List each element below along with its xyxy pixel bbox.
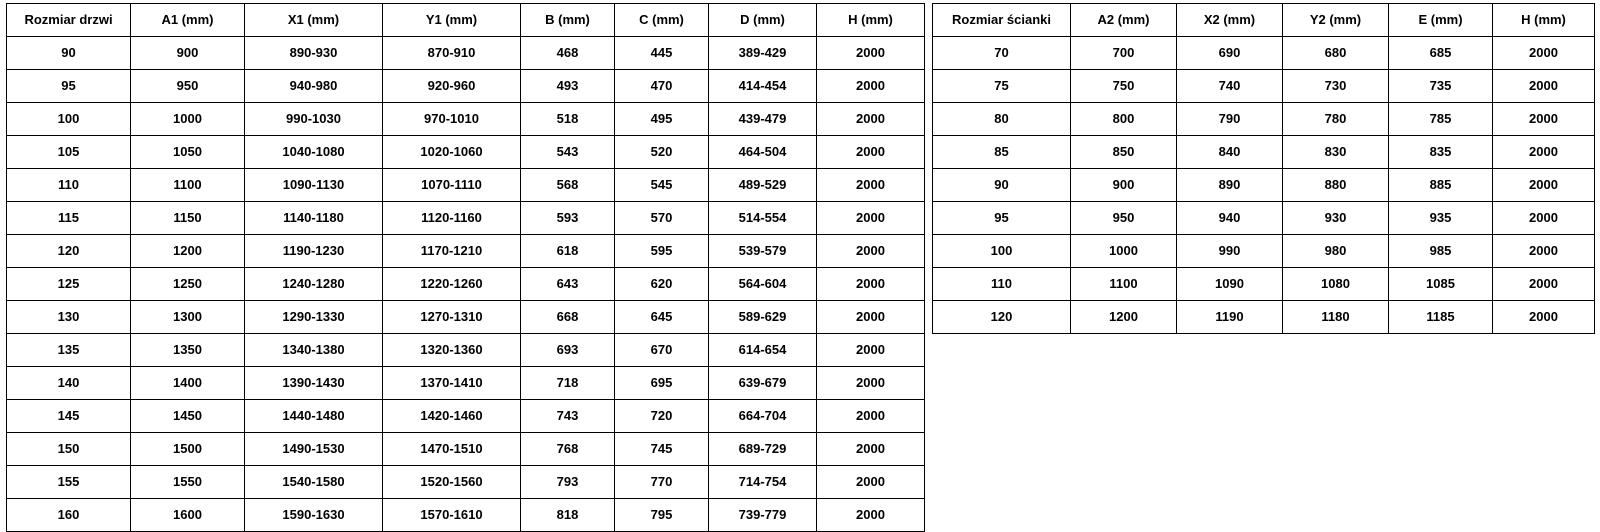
table-cell: 785 bbox=[1389, 103, 1493, 136]
table-cell: 570 bbox=[615, 202, 709, 235]
table-cell: 589-629 bbox=[709, 301, 817, 334]
table-cell: 125 bbox=[7, 268, 131, 301]
table-row bbox=[7, 70, 925, 103]
table-cell: 2000 bbox=[1493, 169, 1595, 202]
column-header: A2 (mm) bbox=[1071, 4, 1177, 37]
table-row bbox=[7, 334, 925, 367]
table-cell: 935 bbox=[1389, 202, 1493, 235]
table-cell: 900 bbox=[1071, 169, 1177, 202]
table-cell: 990-1030 bbox=[245, 103, 383, 136]
table-cell: 543 bbox=[521, 136, 615, 169]
table-cell: 150 bbox=[7, 433, 131, 466]
table-cell: 110 bbox=[933, 268, 1071, 301]
table-cell: 1170-1210 bbox=[383, 235, 521, 268]
table-cell: 689-729 bbox=[709, 433, 817, 466]
table-cell: 2000 bbox=[817, 37, 925, 70]
table-cell: 685 bbox=[1389, 37, 1493, 70]
table-cell: 514-554 bbox=[709, 202, 817, 235]
table-cell: 1270-1310 bbox=[383, 301, 521, 334]
table-cell: 790 bbox=[1177, 103, 1283, 136]
table-cell: 155 bbox=[7, 466, 131, 499]
table-cell: 95 bbox=[933, 202, 1071, 235]
table-row bbox=[7, 400, 925, 433]
table-cell: 620 bbox=[615, 268, 709, 301]
column-header: E (mm) bbox=[1389, 4, 1493, 37]
table-row bbox=[933, 103, 1595, 136]
column-header: B (mm) bbox=[521, 4, 615, 37]
table-cell: 840 bbox=[1177, 136, 1283, 169]
table-cell: 940-980 bbox=[245, 70, 383, 103]
table-cell: 885 bbox=[1389, 169, 1493, 202]
table-cell: 2000 bbox=[1493, 202, 1595, 235]
table-cell: 1150 bbox=[131, 202, 245, 235]
column-header: Rozmiar drzwi bbox=[7, 4, 131, 37]
table-cell: 695 bbox=[615, 367, 709, 400]
table-cell: 830 bbox=[1283, 136, 1389, 169]
table-cell: 800 bbox=[1071, 103, 1177, 136]
table-cell: 1590-1630 bbox=[245, 499, 383, 532]
table-cell: 1085 bbox=[1389, 268, 1493, 301]
column-header: A1 (mm) bbox=[131, 4, 245, 37]
table-row bbox=[7, 103, 925, 136]
table-cell: 835 bbox=[1389, 136, 1493, 169]
table-cell: 1190-1230 bbox=[245, 235, 383, 268]
table-cell: 639-679 bbox=[709, 367, 817, 400]
table-cell: 700 bbox=[1071, 37, 1177, 70]
table-header-row bbox=[933, 4, 1595, 37]
table-cell: 740 bbox=[1177, 70, 1283, 103]
table-cell: 595 bbox=[615, 235, 709, 268]
table-row bbox=[7, 169, 925, 202]
table-cell: 495 bbox=[615, 103, 709, 136]
table-cell: 389-429 bbox=[709, 37, 817, 70]
table-cell: 85 bbox=[933, 136, 1071, 169]
table-cell: 2000 bbox=[817, 301, 925, 334]
table-cell: 1450 bbox=[131, 400, 245, 433]
table-cell: 539-579 bbox=[709, 235, 817, 268]
table-cell: 950 bbox=[1071, 202, 1177, 235]
table-cell: 2000 bbox=[817, 136, 925, 169]
table-row bbox=[933, 70, 1595, 103]
table-cell: 1390-1430 bbox=[245, 367, 383, 400]
table-cell: 780 bbox=[1283, 103, 1389, 136]
table-cell: 1440-1480 bbox=[245, 400, 383, 433]
column-header: H (mm) bbox=[817, 4, 925, 37]
table-cell: 664-704 bbox=[709, 400, 817, 433]
table-cell: 70 bbox=[933, 37, 1071, 70]
table-cell: 1080 bbox=[1283, 268, 1389, 301]
table-cell: 618 bbox=[521, 235, 615, 268]
table-cell: 160 bbox=[7, 499, 131, 532]
table-row bbox=[7, 499, 925, 532]
table-cell: 2000 bbox=[817, 400, 925, 433]
table-row bbox=[7, 367, 925, 400]
table-cell: 1020-1060 bbox=[383, 136, 521, 169]
table-cell: 80 bbox=[933, 103, 1071, 136]
table-cell: 668 bbox=[521, 301, 615, 334]
column-header: H (mm) bbox=[1493, 4, 1595, 37]
table-cell: 1090 bbox=[1177, 268, 1283, 301]
table-cell: 2000 bbox=[1493, 136, 1595, 169]
table-cell: 1185 bbox=[1389, 301, 1493, 334]
table-row bbox=[933, 136, 1595, 169]
table-cell: 690 bbox=[1177, 37, 1283, 70]
column-header: X2 (mm) bbox=[1177, 4, 1283, 37]
table-cell: 120 bbox=[933, 301, 1071, 334]
table-cell: 2000 bbox=[817, 202, 925, 235]
table-row bbox=[933, 268, 1595, 301]
table-cell: 1000 bbox=[1071, 235, 1177, 268]
table-cell: 1180 bbox=[1283, 301, 1389, 334]
table-cell: 2000 bbox=[817, 499, 925, 532]
table-header-row bbox=[7, 4, 925, 37]
table-cell: 120 bbox=[7, 235, 131, 268]
table-cell: 2000 bbox=[817, 334, 925, 367]
table-cell: 1250 bbox=[131, 268, 245, 301]
table-cell: 1100 bbox=[1071, 268, 1177, 301]
table-cell: 135 bbox=[7, 334, 131, 367]
table-cell: 1340-1380 bbox=[245, 334, 383, 367]
table-cell: 739-779 bbox=[709, 499, 817, 532]
table-cell: 145 bbox=[7, 400, 131, 433]
table-row bbox=[7, 466, 925, 499]
table-cell: 1240-1280 bbox=[245, 268, 383, 301]
table-cell: 90 bbox=[7, 37, 131, 70]
table-cell: 140 bbox=[7, 367, 131, 400]
table-cell: 2000 bbox=[817, 103, 925, 136]
table-cell: 890-930 bbox=[245, 37, 383, 70]
table-row bbox=[7, 433, 925, 466]
table-cell: 643 bbox=[521, 268, 615, 301]
table-cell: 1520-1560 bbox=[383, 466, 521, 499]
table-cell: 105 bbox=[7, 136, 131, 169]
table-cell: 1420-1460 bbox=[383, 400, 521, 433]
table-cell: 720 bbox=[615, 400, 709, 433]
table-cell: 2000 bbox=[817, 70, 925, 103]
table-cell: 718 bbox=[521, 367, 615, 400]
doors-dimensions-table bbox=[6, 3, 925, 532]
table-cell: 743 bbox=[521, 400, 615, 433]
column-header: Y1 (mm) bbox=[383, 4, 521, 37]
table-cell: 2000 bbox=[1493, 235, 1595, 268]
table-cell: 1200 bbox=[131, 235, 245, 268]
table-cell: 750 bbox=[1071, 70, 1177, 103]
table-cell: 1100 bbox=[131, 169, 245, 202]
table-cell: 2000 bbox=[1493, 103, 1595, 136]
table-cell: 1290-1330 bbox=[245, 301, 383, 334]
table-cell: 990 bbox=[1177, 235, 1283, 268]
table-cell: 818 bbox=[521, 499, 615, 532]
table-cell: 940 bbox=[1177, 202, 1283, 235]
table-cell: 1200 bbox=[1071, 301, 1177, 334]
table-cell: 1600 bbox=[131, 499, 245, 532]
table-cell: 735 bbox=[1389, 70, 1493, 103]
table-cell: 464-504 bbox=[709, 136, 817, 169]
walls-dimensions-table bbox=[932, 3, 1595, 334]
table-cell: 100 bbox=[7, 103, 131, 136]
table-cell: 564-604 bbox=[709, 268, 817, 301]
table-cell: 2000 bbox=[817, 235, 925, 268]
table-cell: 90 bbox=[933, 169, 1071, 202]
table-row bbox=[933, 301, 1595, 334]
table-cell: 1120-1160 bbox=[383, 202, 521, 235]
table-cell: 890 bbox=[1177, 169, 1283, 202]
table-cell: 730 bbox=[1283, 70, 1389, 103]
table-cell: 2000 bbox=[817, 367, 925, 400]
table-cell: 980 bbox=[1283, 235, 1389, 268]
table-cell: 1500 bbox=[131, 433, 245, 466]
table-cell: 568 bbox=[521, 169, 615, 202]
table-cell: 2000 bbox=[817, 268, 925, 301]
table-cell: 1000 bbox=[131, 103, 245, 136]
table-cell: 670 bbox=[615, 334, 709, 367]
table-row bbox=[933, 169, 1595, 202]
table-cell: 2000 bbox=[817, 433, 925, 466]
table-cell: 1350 bbox=[131, 334, 245, 367]
table-cell: 614-654 bbox=[709, 334, 817, 367]
table-cell: 2000 bbox=[1493, 37, 1595, 70]
table-row bbox=[7, 136, 925, 169]
table-cell: 1400 bbox=[131, 367, 245, 400]
table-cell: 880 bbox=[1283, 169, 1389, 202]
table-cell: 870-910 bbox=[383, 37, 521, 70]
table-cell: 110 bbox=[7, 169, 131, 202]
column-header: D (mm) bbox=[709, 4, 817, 37]
table-cell: 1190 bbox=[1177, 301, 1283, 334]
table-cell: 950 bbox=[131, 70, 245, 103]
table-cell: 985 bbox=[1389, 235, 1493, 268]
table-cell: 95 bbox=[7, 70, 131, 103]
table-cell: 1470-1510 bbox=[383, 433, 521, 466]
table-cell: 468 bbox=[521, 37, 615, 70]
table-cell: 2000 bbox=[1493, 70, 1595, 103]
table-row bbox=[7, 268, 925, 301]
table-cell: 445 bbox=[615, 37, 709, 70]
table-cell: 1570-1610 bbox=[383, 499, 521, 532]
table-cell: 745 bbox=[615, 433, 709, 466]
table-row bbox=[7, 202, 925, 235]
column-header: C (mm) bbox=[615, 4, 709, 37]
table-cell: 693 bbox=[521, 334, 615, 367]
table-cell: 1090-1130 bbox=[245, 169, 383, 202]
table-cell: 1540-1580 bbox=[245, 466, 383, 499]
table-row bbox=[7, 301, 925, 334]
table-cell: 645 bbox=[615, 301, 709, 334]
table-cell: 900 bbox=[131, 37, 245, 70]
table-cell: 1370-1410 bbox=[383, 367, 521, 400]
table-cell: 1320-1360 bbox=[383, 334, 521, 367]
table-cell: 130 bbox=[7, 301, 131, 334]
table-cell: 930 bbox=[1283, 202, 1389, 235]
table-cell: 489-529 bbox=[709, 169, 817, 202]
table-cell: 2000 bbox=[817, 169, 925, 202]
table-cell: 1040-1080 bbox=[245, 136, 383, 169]
table-cell: 680 bbox=[1283, 37, 1389, 70]
table-cell: 1490-1530 bbox=[245, 433, 383, 466]
column-header: Y2 (mm) bbox=[1283, 4, 1389, 37]
table-cell: 850 bbox=[1071, 136, 1177, 169]
table-cell: 714-754 bbox=[709, 466, 817, 499]
table-cell: 1050 bbox=[131, 136, 245, 169]
table-cell: 470 bbox=[615, 70, 709, 103]
table-cell: 115 bbox=[7, 202, 131, 235]
table-cell: 2000 bbox=[1493, 301, 1595, 334]
table-cell: 493 bbox=[521, 70, 615, 103]
column-header: Rozmiar ścianki bbox=[933, 4, 1071, 37]
table-cell: 518 bbox=[521, 103, 615, 136]
table-row bbox=[7, 37, 925, 70]
table-cell: 920-960 bbox=[383, 70, 521, 103]
table-cell: 520 bbox=[615, 136, 709, 169]
column-header: X1 (mm) bbox=[245, 4, 383, 37]
table-row bbox=[933, 202, 1595, 235]
table-cell: 100 bbox=[933, 235, 1071, 268]
table-row bbox=[933, 37, 1595, 70]
table-cell: 770 bbox=[615, 466, 709, 499]
table-cell: 795 bbox=[615, 499, 709, 532]
table-cell: 2000 bbox=[1493, 268, 1595, 301]
table-cell: 793 bbox=[521, 466, 615, 499]
table-cell: 768 bbox=[521, 433, 615, 466]
table-cell: 970-1010 bbox=[383, 103, 521, 136]
table-cell: 593 bbox=[521, 202, 615, 235]
table-cell: 2000 bbox=[817, 466, 925, 499]
table-cell: 75 bbox=[933, 70, 1071, 103]
table-cell: 1220-1260 bbox=[383, 268, 521, 301]
table-cell: 414-454 bbox=[709, 70, 817, 103]
table-cell: 1550 bbox=[131, 466, 245, 499]
table-cell: 1070-1110 bbox=[383, 169, 521, 202]
table-cell: 439-479 bbox=[709, 103, 817, 136]
table-cell: 1300 bbox=[131, 301, 245, 334]
table-cell: 545 bbox=[615, 169, 709, 202]
table-cell: 1140-1180 bbox=[245, 202, 383, 235]
table-row bbox=[933, 235, 1595, 268]
table-row bbox=[7, 235, 925, 268]
